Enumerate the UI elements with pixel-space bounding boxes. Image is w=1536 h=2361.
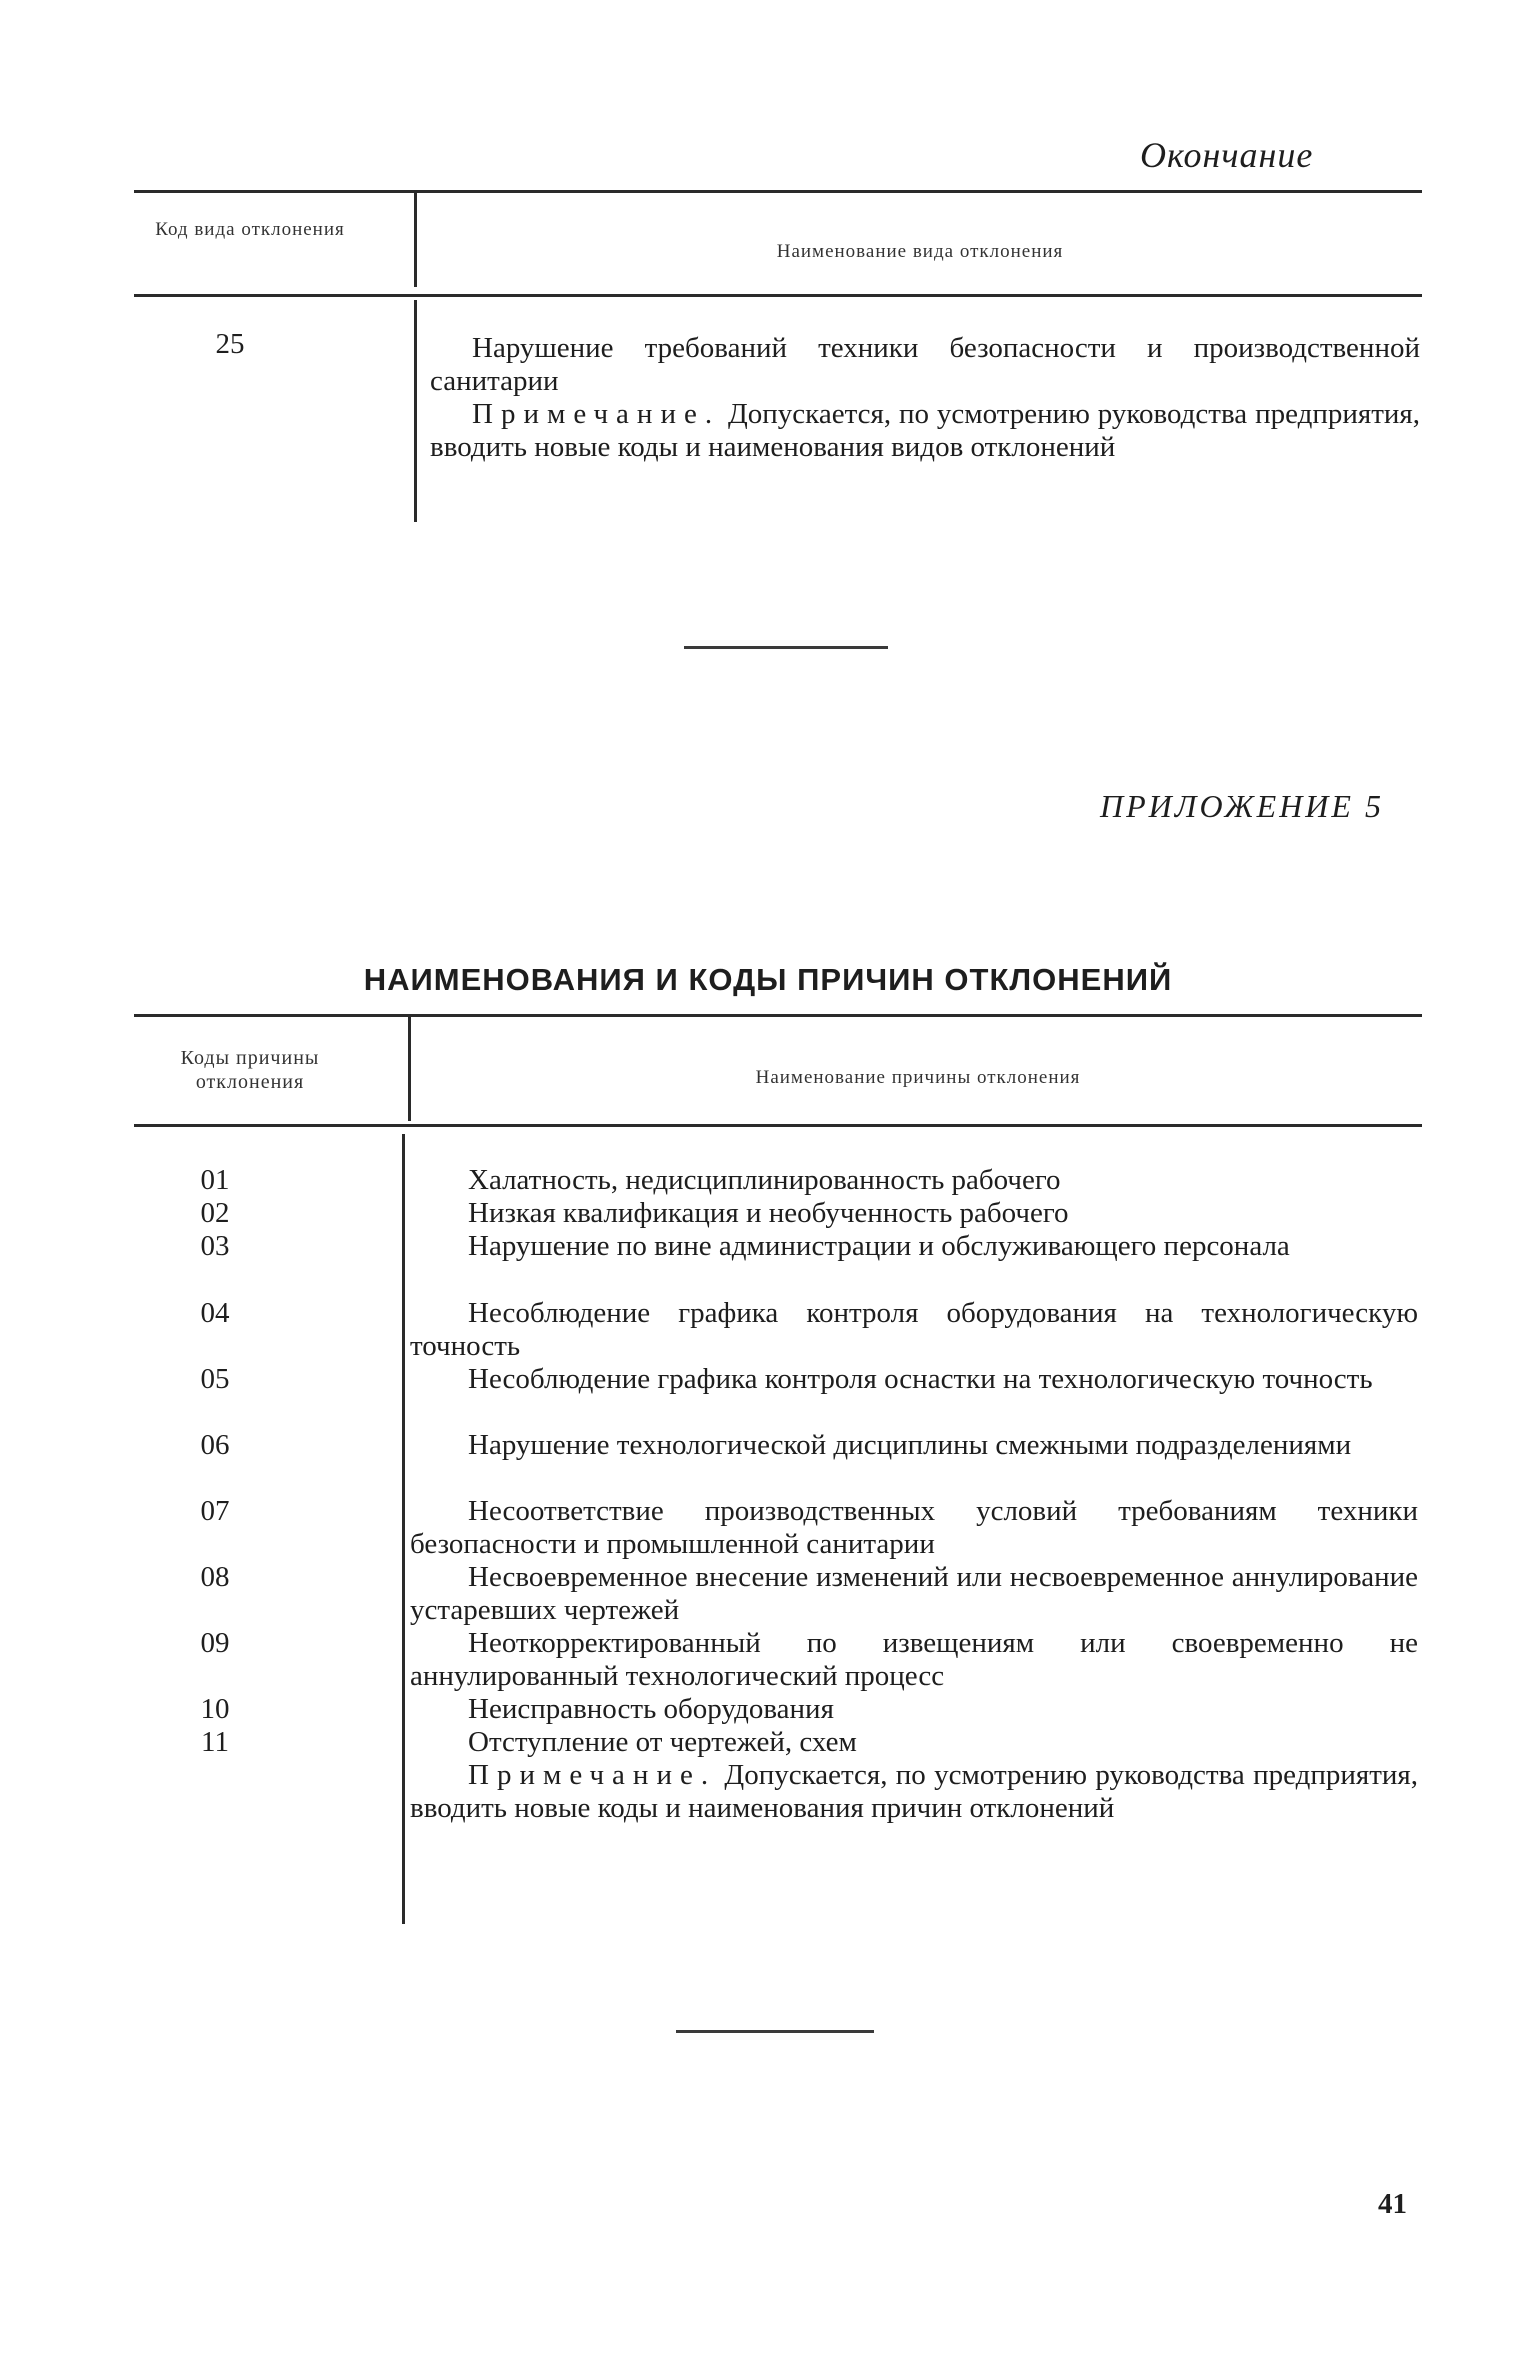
- bottom-separator: [676, 2030, 874, 2033]
- row-code: 04: [200, 1297, 230, 1329]
- table2-note-label: Примечание.: [468, 1759, 717, 1791]
- table2-header-divider: [408, 1017, 411, 1121]
- table1-col2-header: Наименование вида отклонения: [776, 241, 1064, 262]
- row-text: Несоответствие производственных условий требованиям техники безопасности и промышленной санитарии: [410, 1495, 1418, 1560]
- table2-body-divider: [402, 1134, 405, 1924]
- row-text: Несоблюдение графика контроля оборудования на технологическую точность: [410, 1297, 1418, 1362]
- row-code: 07: [200, 1495, 230, 1527]
- row-code: 08: [200, 1561, 230, 1593]
- appendix-label: ПРИЛОЖЕНИЕ 5: [1100, 788, 1384, 824]
- table2-col1-header: Коды причины отклонения: [180, 1047, 320, 1093]
- row-code: 02: [200, 1197, 230, 1229]
- row-text: Неоткорректированный по извещениям или своевременно не аннулированный технологический процесс: [410, 1627, 1418, 1692]
- row-text: Несвоевременное внесение изменений или несвоевременное аннулирование устаревших чертежей: [410, 1561, 1418, 1626]
- table1-body-divider: [414, 300, 417, 522]
- section-separator: [684, 646, 888, 649]
- row-code: 09: [200, 1627, 230, 1659]
- table2-note-text: Допускается, по усмотрению руководства предприятия, вводить новые коды и наименования причин отклонений: [410, 1759, 1418, 1824]
- table2-col2-header: Наименование причины отклонения: [755, 1067, 1081, 1088]
- table1-header-rule: [134, 294, 1422, 297]
- table1-note-label: Примечание.: [472, 398, 721, 430]
- table1-col1-header: Код вида отклонения: [155, 219, 345, 240]
- row-text: Халатность, недисциплинированность рабочего: [468, 1164, 1061, 1196]
- table2-note: [410, 1759, 1418, 1825]
- row-code: 05: [200, 1363, 230, 1395]
- table2-title: НАИМЕНОВАНИЯ И КОДЫ ПРИЧИН ОТКЛОНЕНИЙ: [363, 962, 1173, 997]
- table2-top-rule: [134, 1014, 1422, 1017]
- row-text: Неисправность оборудования: [468, 1693, 834, 1725]
- row-code: 06: [200, 1429, 230, 1461]
- table1-note-text: Допускается, по усмотрению руководства предприятия, вводить новые коды и наименования видов отклонений: [430, 398, 1420, 463]
- table1-note: [430, 398, 1420, 464]
- table1-entry-text: Нарушение требований техники безопасности и производственной санитарии: [430, 332, 1420, 397]
- row-code: 03: [200, 1230, 230, 1262]
- table2-header-rule: [134, 1124, 1422, 1127]
- row-text: Нарушение по вине администрации и обслуживающего персонала: [468, 1230, 1290, 1262]
- row-code: 01: [200, 1164, 230, 1196]
- continuation-label: Окончание: [1140, 135, 1314, 175]
- table1-code: 25: [215, 328, 245, 360]
- page-number: 41: [1378, 2188, 1407, 2220]
- row-text: Нарушение технологической дисциплины смежными подразделениями: [468, 1429, 1352, 1461]
- row-code: 10: [200, 1693, 230, 1725]
- row-text: Низкая квалификация и необученность рабочего: [468, 1197, 1069, 1229]
- row-code: 11: [201, 1726, 229, 1758]
- table1-top-rule: [134, 190, 1422, 193]
- row-text: Отступление от чертежей, схем: [468, 1726, 857, 1758]
- row-text: Несоблюдение графика контроля оснастки на технологическую точность: [468, 1363, 1373, 1395]
- table1-entry: [430, 332, 1420, 464]
- table1-header-divider: [414, 193, 417, 287]
